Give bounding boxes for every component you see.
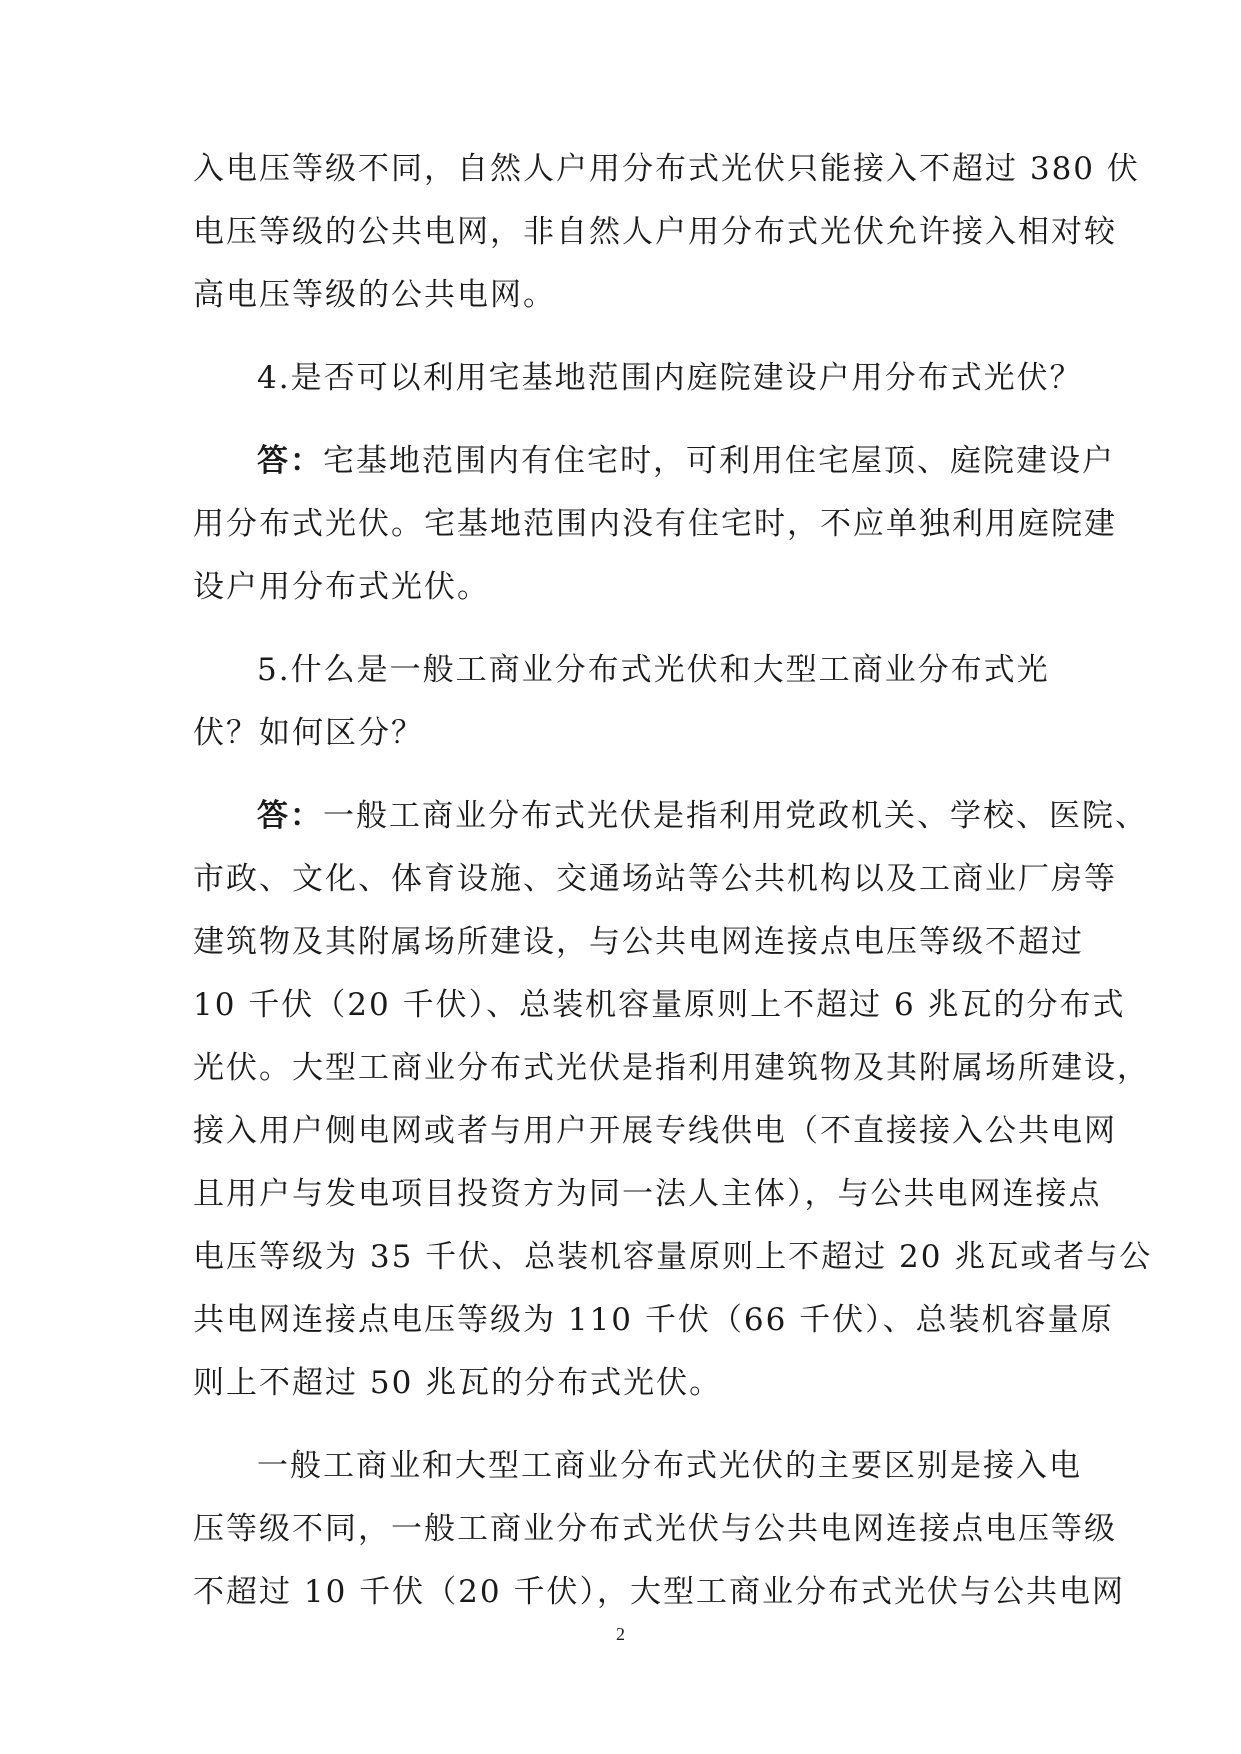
- text-line: 高电压等级的公共电网。: [193, 277, 556, 313]
- text-line: 不超过 10 千伏（20 千伏），大型工商业分布式光伏与公共电网: [193, 1574, 1125, 1610]
- text-line: 市政、文化、体育设施、交通场站等公共机构以及工商业厂房等: [193, 861, 1117, 897]
- text-line: 用分布式光伏。宅基地范围内没有住宅时，不应单独利用庭院建: [193, 506, 1117, 542]
- answer-first-line: [193, 436, 1117, 486]
- text-line: 电压等级的公共电网，非自然人户用分布式光伏允许接入相对较: [193, 214, 1117, 250]
- answer-text: 一般工商业分布式光伏是指利用党政机关、学校、医院、: [323, 798, 1148, 834]
- text-line: 建筑物及其附属场所建设，与公共电网连接点电压等级不超过: [193, 924, 1084, 960]
- text-line: 一般工商业和大型工商业分布式光伏的主要区别是接入电: [257, 1448, 1082, 1484]
- question-heading: 5.什么是一般工商业分布式光伏和大型工商业分布式光: [257, 652, 1050, 688]
- answer-first-line: [193, 791, 1148, 841]
- answer-label: 答：: [257, 798, 323, 834]
- text-line: 10 千伏（20 千伏）、总装机容量原则上不超过 6 兆瓦的分布式: [193, 987, 1126, 1023]
- answer-text: 宅基地范围内有住宅时，可利用住宅屋顶、庭院建设户: [323, 443, 1115, 479]
- page-number: 2: [616, 1624, 625, 1644]
- question-heading: 4.是否可以利用宅基地范围内庭院建设户用分布式光伏？: [257, 360, 1083, 396]
- text-line: 入电压等级不同，自然人户用分布式光伏只能接入不超过 380 伏: [193, 151, 1140, 187]
- text-line: 伏？如何区分？: [193, 715, 424, 751]
- text-line: 则上不超过 50 兆瓦的分布式光伏。: [193, 1365, 723, 1401]
- text-line: 电压等级为 35 千伏、总装机容量原则上不超过 20 兆瓦或者与公: [193, 1239, 1153, 1275]
- text-line: 接入用户侧电网或者与用户开展专线供电（不直接接入公共电网: [193, 1113, 1117, 1149]
- answer-label: 答：: [257, 443, 323, 479]
- text-line: 光伏。大型工商业分布式光伏是指利用建筑物及其附属场所建设，: [193, 1050, 1150, 1086]
- text-line: 共电网连接点电压等级为 110 千伏（66 千伏）、总装机容量原: [193, 1302, 1114, 1338]
- text-line: 压等级不同，一般工商业分布式光伏与公共电网连接点电压等级: [193, 1511, 1117, 1547]
- text-line: 且用户与发电项目投资方为同一法人主体），与公共电网连接点: [193, 1176, 1102, 1212]
- text-line: 设户用分布式光伏。: [193, 569, 490, 605]
